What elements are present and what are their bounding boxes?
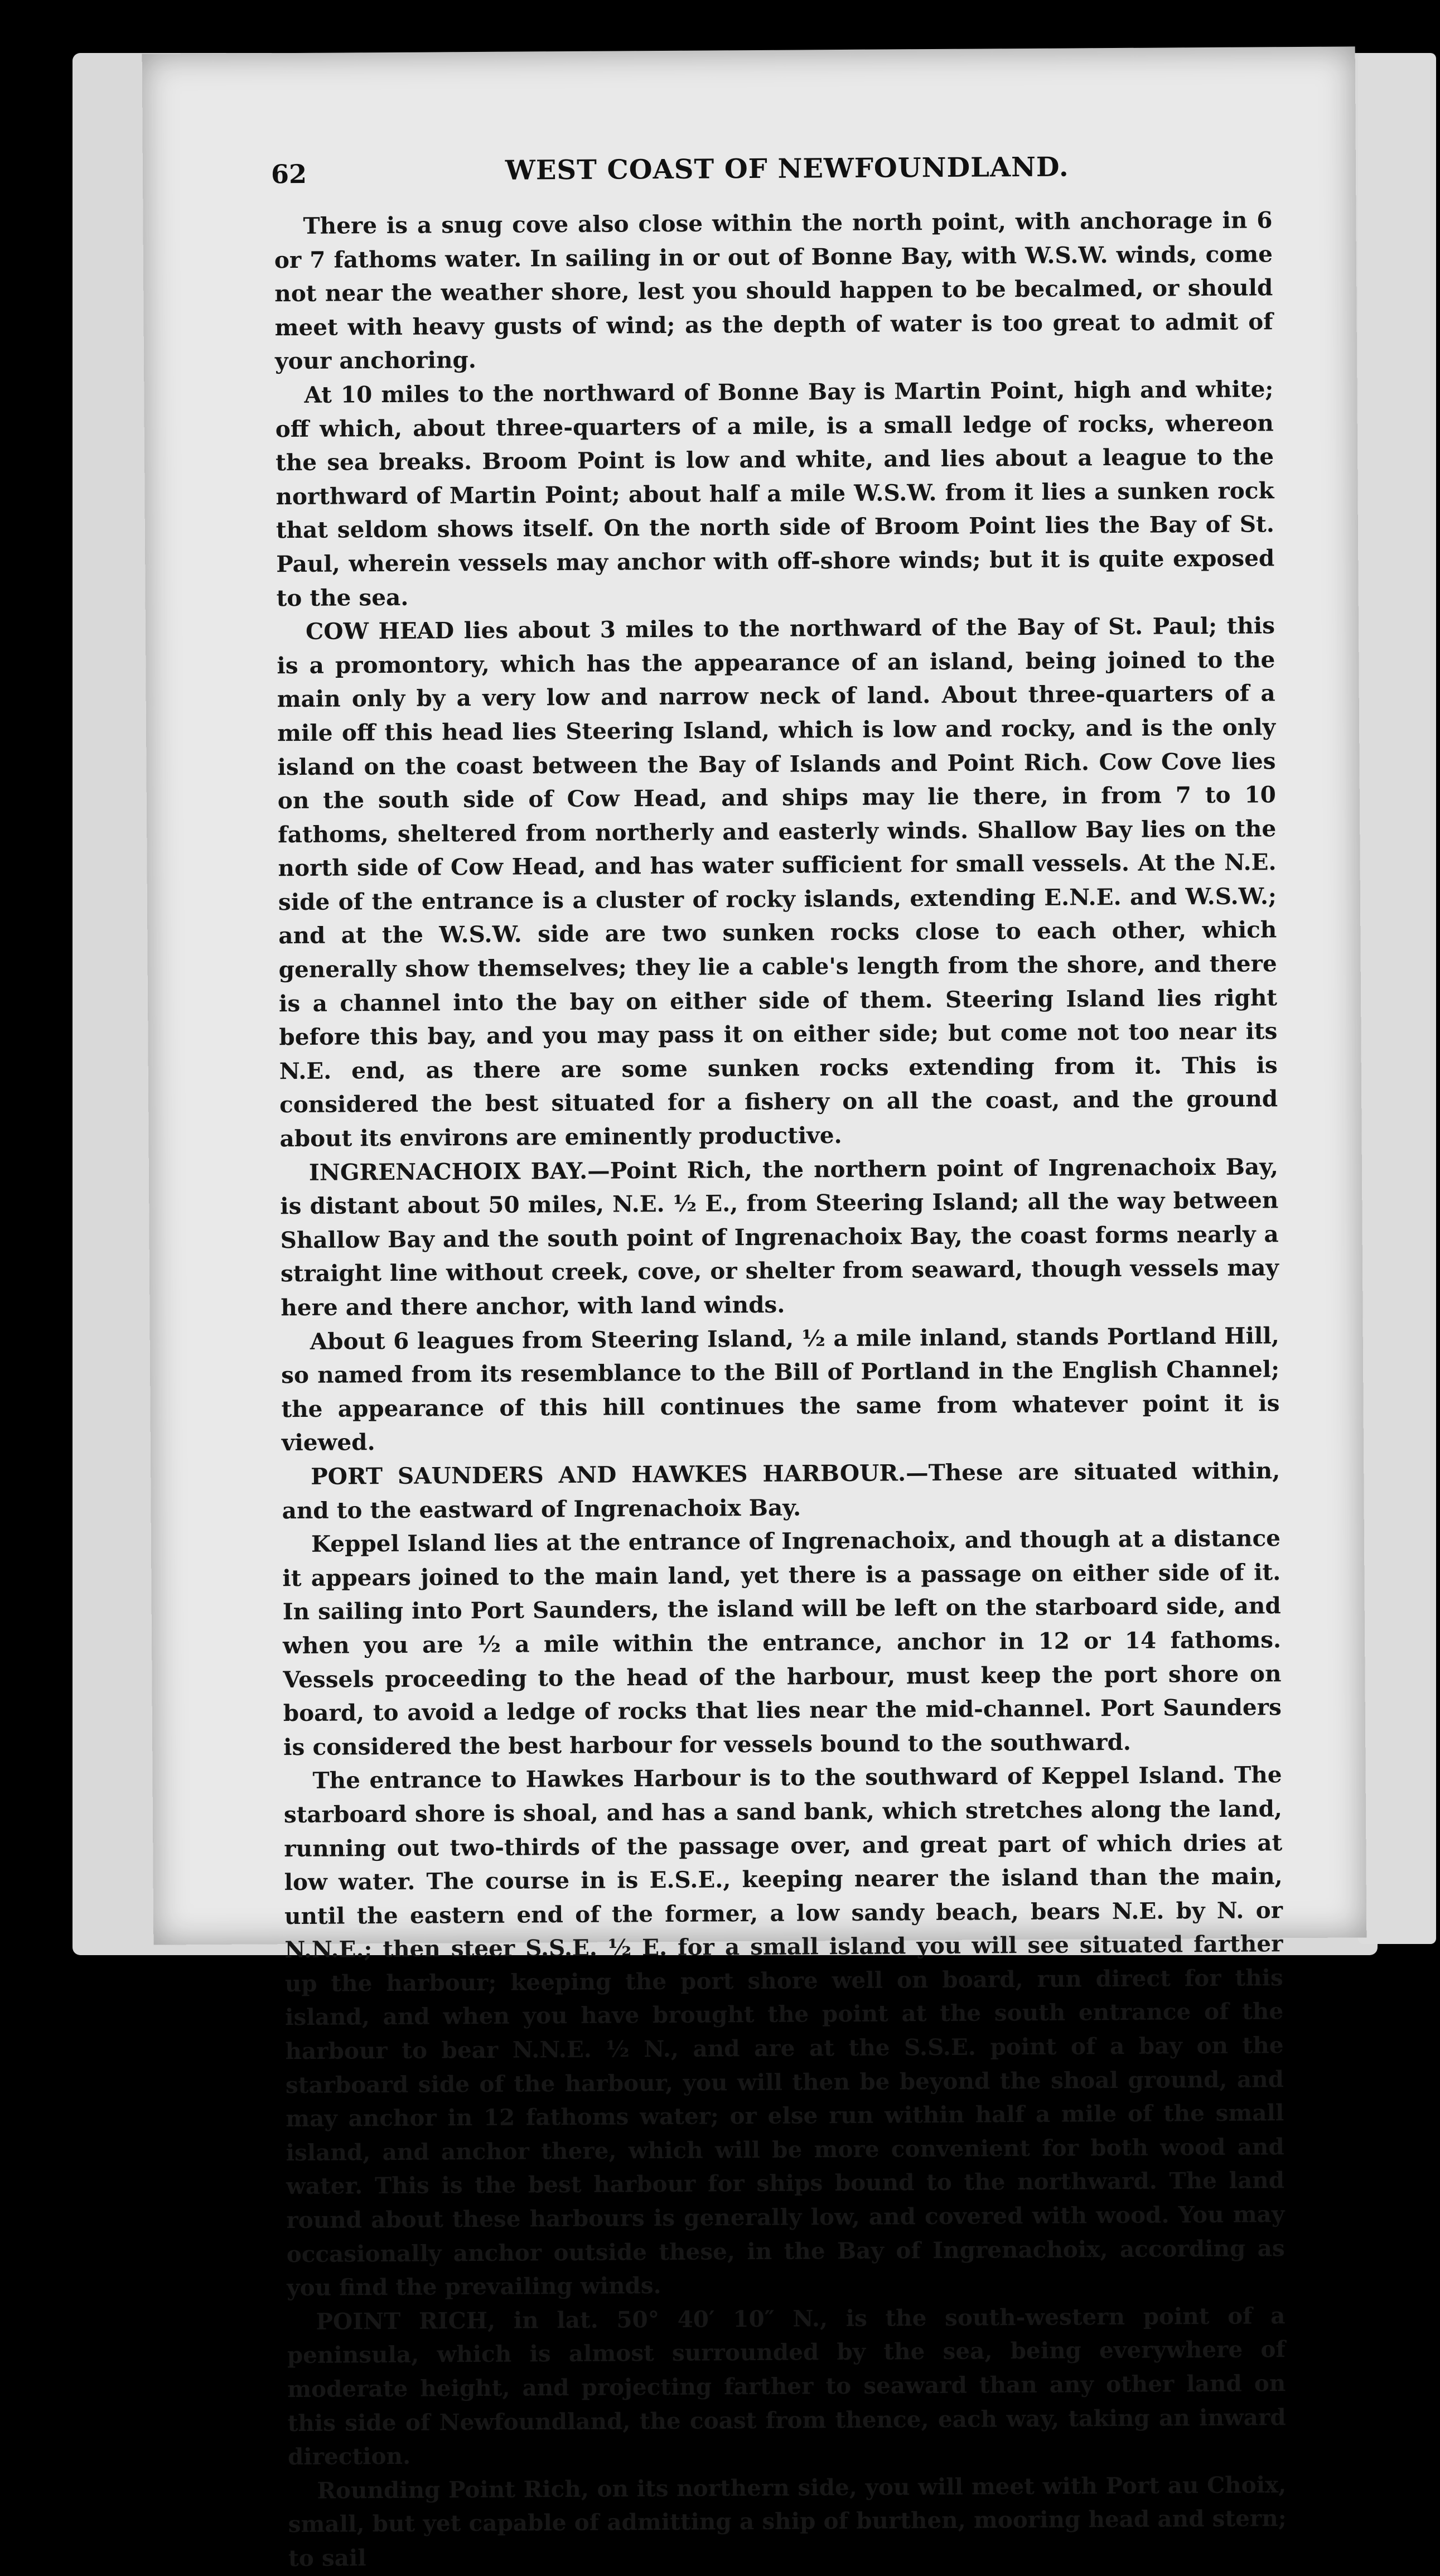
paragraph: INGRENACHOIX BAY.—Point Rich, the northern point of Ingrenachoix Bay, is distant about 50 miles, N.E. ½ E., from Steering Island; all the way between Shallow Bay and the south point of Ingrenachoix Bay, the coast forms nearly a straight line without creek, cove, or shelter from seaward, though vessels may here and there anchor, with land winds.	[280, 1152, 1279, 1321]
paragraph: PORT SAUNDERS AND HAWKES HARBOUR.—These are situated within, and to the eastward of Ingrenachoix Bay.	[282, 1457, 1280, 1524]
paragraph: COW HEAD lies about 3 miles to the northward of the Bay of St. Paul; this is a promontory, which has the appearance of an island, being joined to the main only by a very low and narrow neck of land. About three-quarters of a mile off this head lies Steering Island, which is low and rocky, and is the only island on the coast between the Bay of Islands and Point Rich. Cow Cove lies on the south side of Cow Head, and ships may lie there, in from 7 to 10 fathoms, sheltered from northerly and easterly winds. Shallow Bay lies on the north side of Cow Head, and has water sufficient for small vessels. At the N.E. side of the entrance is a cluster of rocky islands, extending E.N.E. and W.S.W.; and at the W.S.W. side are two sunken rocks close to each other, which generally show themselves; they lie a cable's length from the shore, and there is a channel into the bay on either side of them. Steering Island lies right before this bay, and you may pass it on either side; but come not too near its N.E. end, as there are some sunken rocks extending from it. This is considered the best situated for a fishery on all the coast, and the ground about its environs are eminently productive.	[277, 612, 1278, 1152]
paragraph: About 6 leagues from Steering Island, ½ a mile inland, stands Portland Hill, so named from its resemblance to the Bill of Portland in the English Channel; the appearance of this hill continues the same from whatever point it is viewed.	[281, 1321, 1280, 1456]
running-head: WEST COAST OF NEWFOUNDLAND.	[505, 151, 1069, 186]
paragraph: The entrance to Hawkes Harbour is to the southward of Keppel Island. The starboard shore is shoal, and has a sand bank, which stretches along the land, running out two-thirds of the passage over, and great part of which dries at low water. The course in is E.S.E., keeping nearer the island than the main, until the eastern end of the former, a low sandy beach, bears N.E. by N. or N.N.E.; then steer S.S.E. ½ E. for a small island you will see situated farther up the harbour; keeping the port shore well on board, run direct for this island, and when you have brought the point at the south entrance of the harbour to bear N.N.E. ½ N., and are at the S.S.E. point of a bay on the starboard side of the harbour, you will then be beyond the shoal ground, and may anchor in 12 fathoms water; or else run within half a mile of the small island, and anchor there, which will be more convenient for both wood and water. This is the best harbour for ships bound to the northward. The land round about these harbours is generally low, and covered with wood. You may occasionally anchor outside these, in the Bay of Ingrenachoix, according as you find the prevailing winds.	[283, 1761, 1285, 2302]
paragraph: Keppel Island lies at the entrance of Ingrenachoix, and though at a distance it appears joined to the main land, yet there is a passage on either side of it. In sailing into Port Saunders, the island will be left on the starboard side, and when you are ½ a mile within the entrance, anchor in 12 or 14 fathoms. Vessels proceeding to the head of the harbour, must keep the port shore on board, to avoid a ledge of rocks that lies near the mid-channel. Port Saunders is considered the best harbour for vessels bound to the southward.	[282, 1525, 1282, 1760]
page-number: 62	[270, 158, 307, 190]
paragraph: POINT RICH, in lat. 50° 40′ 10″ N., is the south-western point of a peninsula, which is almost surrounded by the sea, being everywhere of moderate height, and projecting farther to seaward than any other land on this side of Newfoundland, the coast from thence, each way, taking an inward direction.	[287, 2302, 1286, 2471]
paragraph: Rounding Point Rich, on its northern side, you will meet with Port au Choix, small, but yet capable of admitting a ship of burthen, mooring head and stern; to sail	[288, 2471, 1287, 2572]
paragraph: There is a snug cove also close within the north point, with anchorage in 6 or 7 fathoms water. In sailing in or out of Bonne Bay, with W.S.W. winds, come not near the weather shore, lest you should happen to be becalmed, or should meet with heavy gusts of wind; as the depth of water is too great to admit of your anchoring.	[274, 206, 1273, 375]
adjacent-page-edge	[1358, 53, 1436, 1944]
body-text	[274, 203, 1287, 2575]
book-page	[142, 46, 1367, 2572]
paragraph: At 10 miles to the northward of Bonne Bay is Martin Point, high and white; off which, about three-quarters of a mile, is a small ledge of rocks, whereon the sea breaks. Broom Point is low and white, and lies about a league to the northward of Martin Point; about half a mile W.S.W. from it lies a sunken rock that seldom shows itself. On the north side of Broom Point lies the Bay of St. Paul, wherein vessels may anchor with off-shore winds; but it is quite exposed to the sea.	[275, 375, 1275, 611]
